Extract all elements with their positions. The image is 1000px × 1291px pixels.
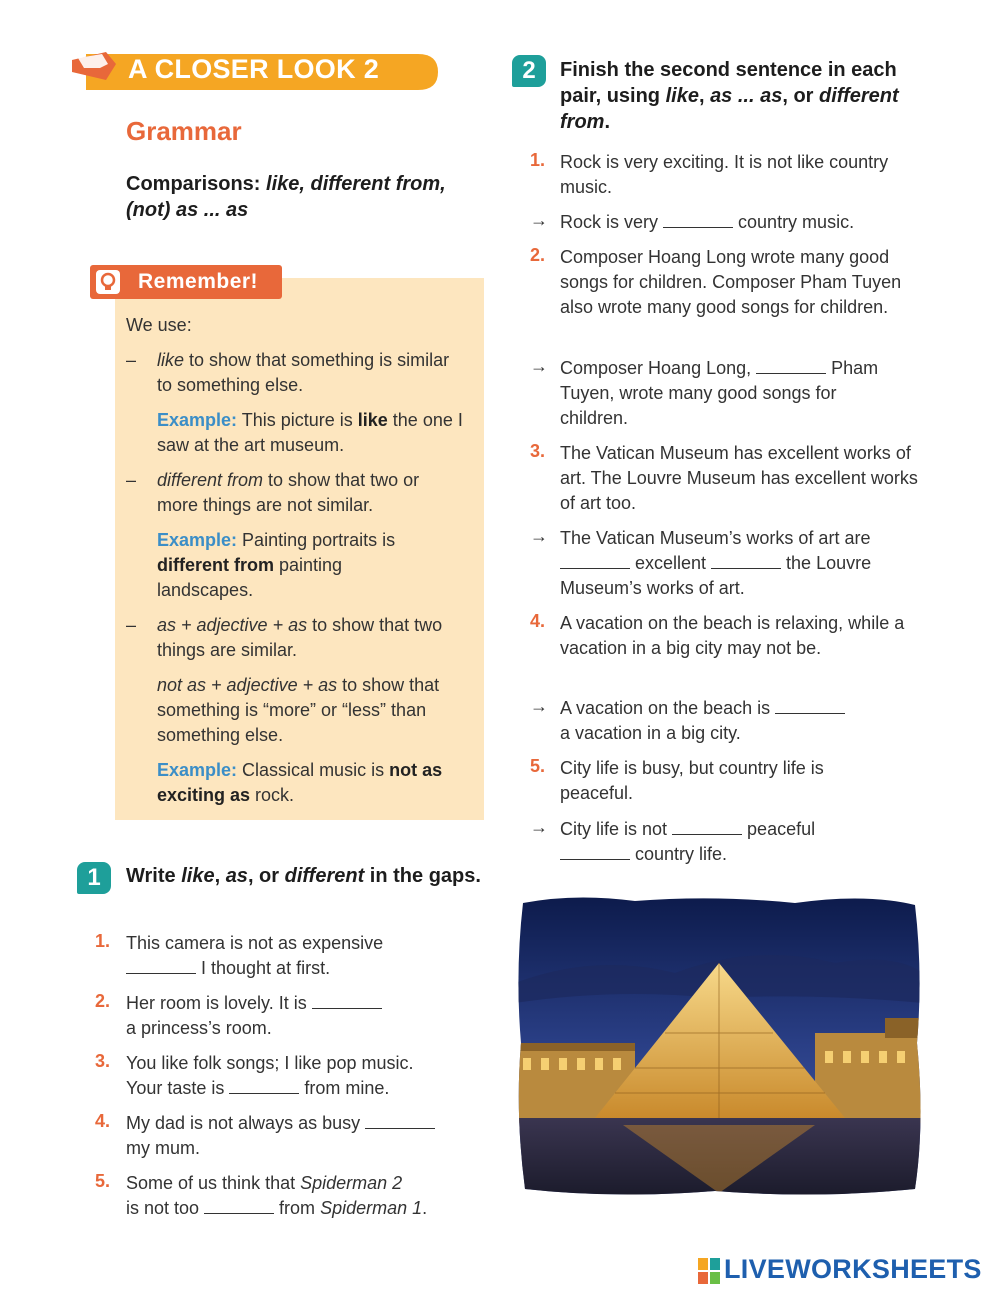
answer-gap[interactable] [560,843,630,860]
bullet-dash: – [126,350,137,370]
bullet-dash: – [126,615,137,635]
answer-gap[interactable] [126,957,196,974]
item-number: 3. [530,441,546,461]
example-not-as-as: Example: Classical music is not as exciting as rock. [157,760,443,805]
exercise-2-badge: 2 [512,55,546,87]
rule-like: like to show that something is similar to something else. [157,350,450,395]
arrow-icon: → [530,356,548,376]
section-banner [72,46,440,94]
arrow-icon: → [530,526,548,546]
answer-gap[interactable] [365,1112,435,1129]
exercise-1-badge: 1 [77,862,111,894]
banner-title: A CLOSER LOOK 2 [128,54,380,84]
liveworksheets-icon [698,1258,722,1286]
exercise-1-item: This camera is not as expensive I thought at first. [126,933,384,978]
answer-gap[interactable] [775,697,845,714]
arrow-icon: → [530,210,548,230]
remember-label: Remember! [138,270,259,293]
exercise-2-question: A vacation on the beach is relaxing, while a vacation in a big city may not be. [560,613,905,658]
bullet-dash: – [126,470,137,490]
rule-as-as: as + adjective + as to show that two things are similar. [157,615,443,660]
item-number: 1. [95,931,111,951]
item-number: 2. [530,245,546,265]
remember-tag [90,265,282,299]
louvre-pyramid-photo [515,893,923,1199]
lightbulb-icon [96,270,120,294]
item-number: 5. [95,1171,111,1191]
exercise-2-title: Finish the second sentence in each pair, using like, as ... as, or different from. [560,59,899,133]
exercise-2-answer: A vacation on the beach is a vacation in a big city. [560,696,900,746]
answer-gap[interactable] [756,357,826,374]
remember-intro: We use: [126,315,192,335]
exercise-2-question: Composer Hoang Long wrote many good songs for children. Composer Pham Tuyen also wrote many good songs for children. [560,247,902,317]
exercise-2-answer: Composer Hoang Long, Pham Tuyen, wrote many good songs for children. [560,358,879,428]
grammar-heading: Grammar [126,116,242,146]
exercise-1-item: You like folk songs; I like pop music. Your taste is from mine. [126,1053,414,1098]
answer-gap[interactable] [672,818,742,835]
item-number: 1. [530,150,546,170]
exercise-2-answer: Rock is very country music. [560,212,855,232]
rule-not-as-as: not as + adjective + as to show that something is “more” or “less” than something else. [157,675,440,745]
exercise-1-item: My dad is not always as busy my mum. [126,1111,486,1161]
topic-title: Comparisons: like, different from, (not) as ... as [126,173,446,221]
answer-gap[interactable] [204,1197,274,1214]
exercise-1-title: Write like, as, or different in the gaps. [126,865,481,887]
item-number: 4. [530,611,546,631]
arrow-icon: → [530,696,548,716]
exercise-2-answer: The Vatican Museum’s works of art are excellent the Louvre Museum’s works of art. [560,528,872,598]
exercise-2-question: The Vatican Museum has excellent works of art. The Louvre Museum has excellent works of art too. [560,443,918,513]
answer-gap[interactable] [663,211,733,228]
exercise-1-item: Her room is lovely. It is a princess’s room. [126,991,486,1041]
answer-gap[interactable] [229,1077,299,1094]
exercise-2-answer: City life is not peaceful country life. [560,819,816,864]
answer-gap[interactable] [560,552,630,569]
exercise-2-question: City life is busy, but country life is peaceful. [560,758,824,803]
item-number: 4. [95,1111,111,1131]
exercise-2-question: Rock is very exciting. It is not like country music. [560,152,889,197]
liveworksheets-text: LIVEWORKSHEETS [724,1254,982,1284]
exercise-1-item: Some of us think that Spiderman 2 is not too from Spiderman 1. [126,1173,428,1218]
answer-gap[interactable] [312,992,382,1009]
item-number: 5. [530,756,546,776]
arrow-icon: → [530,817,548,837]
rule-different-from: different from to show that two or more things are not similar. [157,470,420,515]
item-number: 2. [95,991,111,1011]
answer-gap[interactable] [711,552,781,569]
item-number: 3. [95,1051,111,1071]
example-like: Example: This picture is like the one I saw at the art museum. [157,410,463,455]
example-different-from: Example: Painting portraits is different from painting landscapes. [157,530,396,600]
